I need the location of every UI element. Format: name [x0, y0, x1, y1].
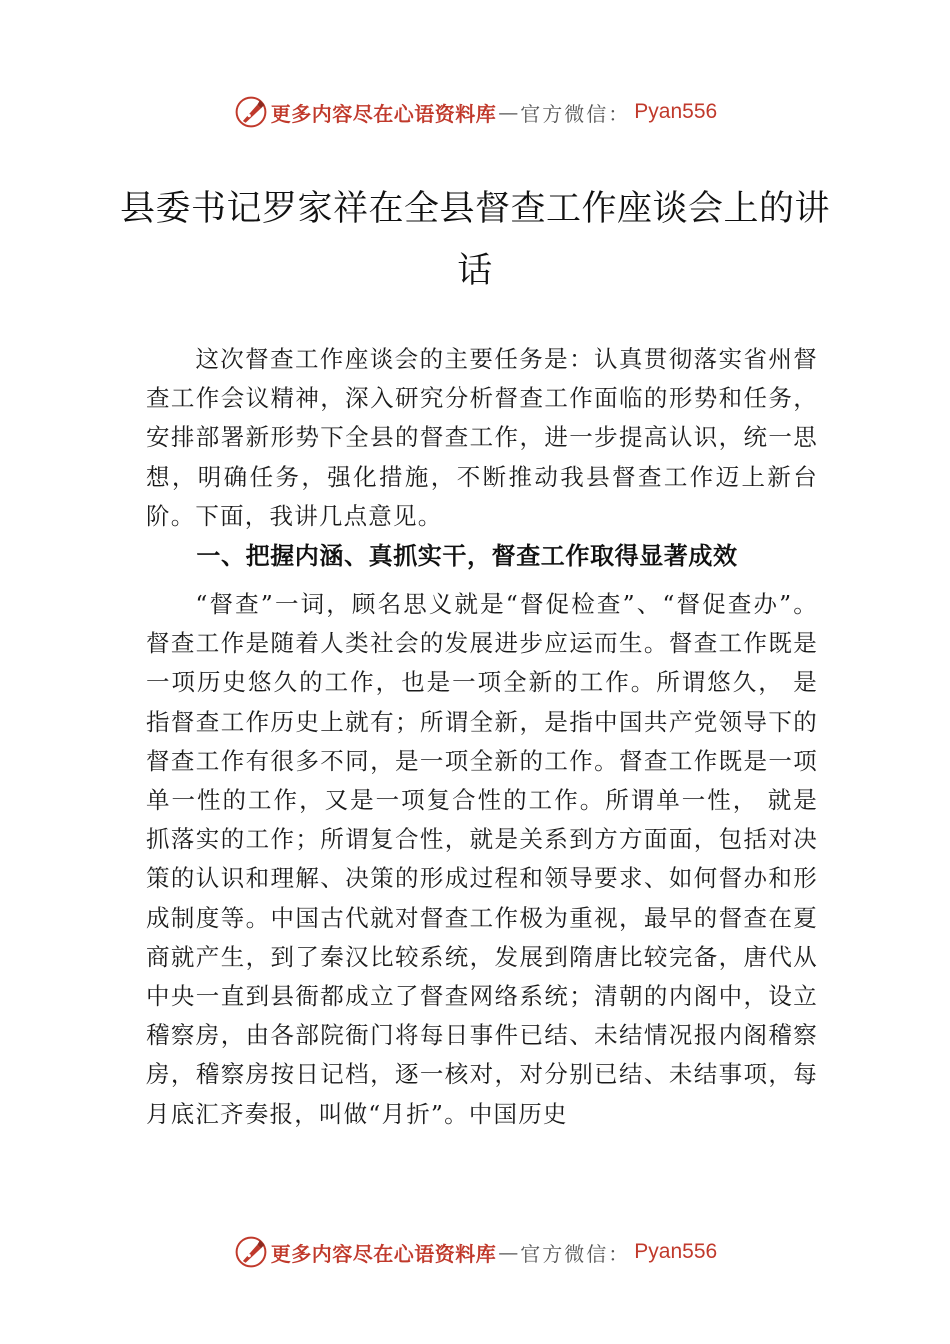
pen-nib-logo-icon	[233, 94, 269, 130]
document-title: 县委书记罗家祥在全县督查工作座谈会上的讲话	[120, 189, 831, 291]
watermark-brand: 更多内容尽在心语资料库	[270, 1241, 497, 1266]
watermark-label: 官方微信：	[520, 101, 631, 126]
paragraph-body: “督查”一词，顾名思义就是“督促检查”、“督促查办”。督查工作是随着人类社会的发展进步应运而生。督查工作既是一项历史悠久的工作，也是一项全新的工作。所谓悠久， 是指督查工作历史上就有；所谓全新，是指中国共产党领导下的督查工作有很多不同，是一项全新的工作。督查工作既是一项单一性的工作，又是一项复合性的工作。所谓单一性， 就是抓落实的工作；所谓复合性，就是关系到方方面面，包括对决策的认识和理解、决策的形成过程和领导要求、如何督办和形成制度等。中国古代就对督查工作极为重视，最早的督查在夏商就产生，到了秦汉比较系统，发展到隋唐比较完备，唐代从中央一直到县衙都成立了督查网络系统；清朝的内阁中，设立稽察房，由各部院衙门将每日事件已结、未结情况报内阁稽察房，稽察房按日记档，逐一核对，对分别已结、未结事项，每月底汇齐奏报，叫做“月折”。中国历史	[146, 590, 818, 1128]
watermark-separator: —	[498, 100, 519, 124]
watermark-label: 官方微信：	[520, 1241, 631, 1266]
watermark-separator: —	[498, 1240, 519, 1264]
footer-watermark	[0, 1230, 950, 1274]
watermark-wechat-id: Pyan556	[634, 1240, 718, 1263]
pen-nib-logo-icon	[233, 1234, 269, 1270]
section-heading: 一、把握内涵、真抓实干，督查工作取得显著成效	[196, 543, 738, 570]
watermark-wechat-id: Pyan556	[634, 100, 718, 123]
paragraph-intro: 这次督查工作座谈会的主要任务是：认真贯彻落实省州督查工作会议精神，深入研究分析督查工作面临的形势和任务，安排部署新形势下全县的督查工作，进一步提高认识，统一思想，明确任务，强化措施，不断推动我县督查工作迈上新台阶。下面，我讲几点意见。	[146, 345, 818, 530]
watermark-brand: 更多内容尽在心语资料库	[270, 101, 497, 126]
header-watermark	[0, 90, 950, 134]
